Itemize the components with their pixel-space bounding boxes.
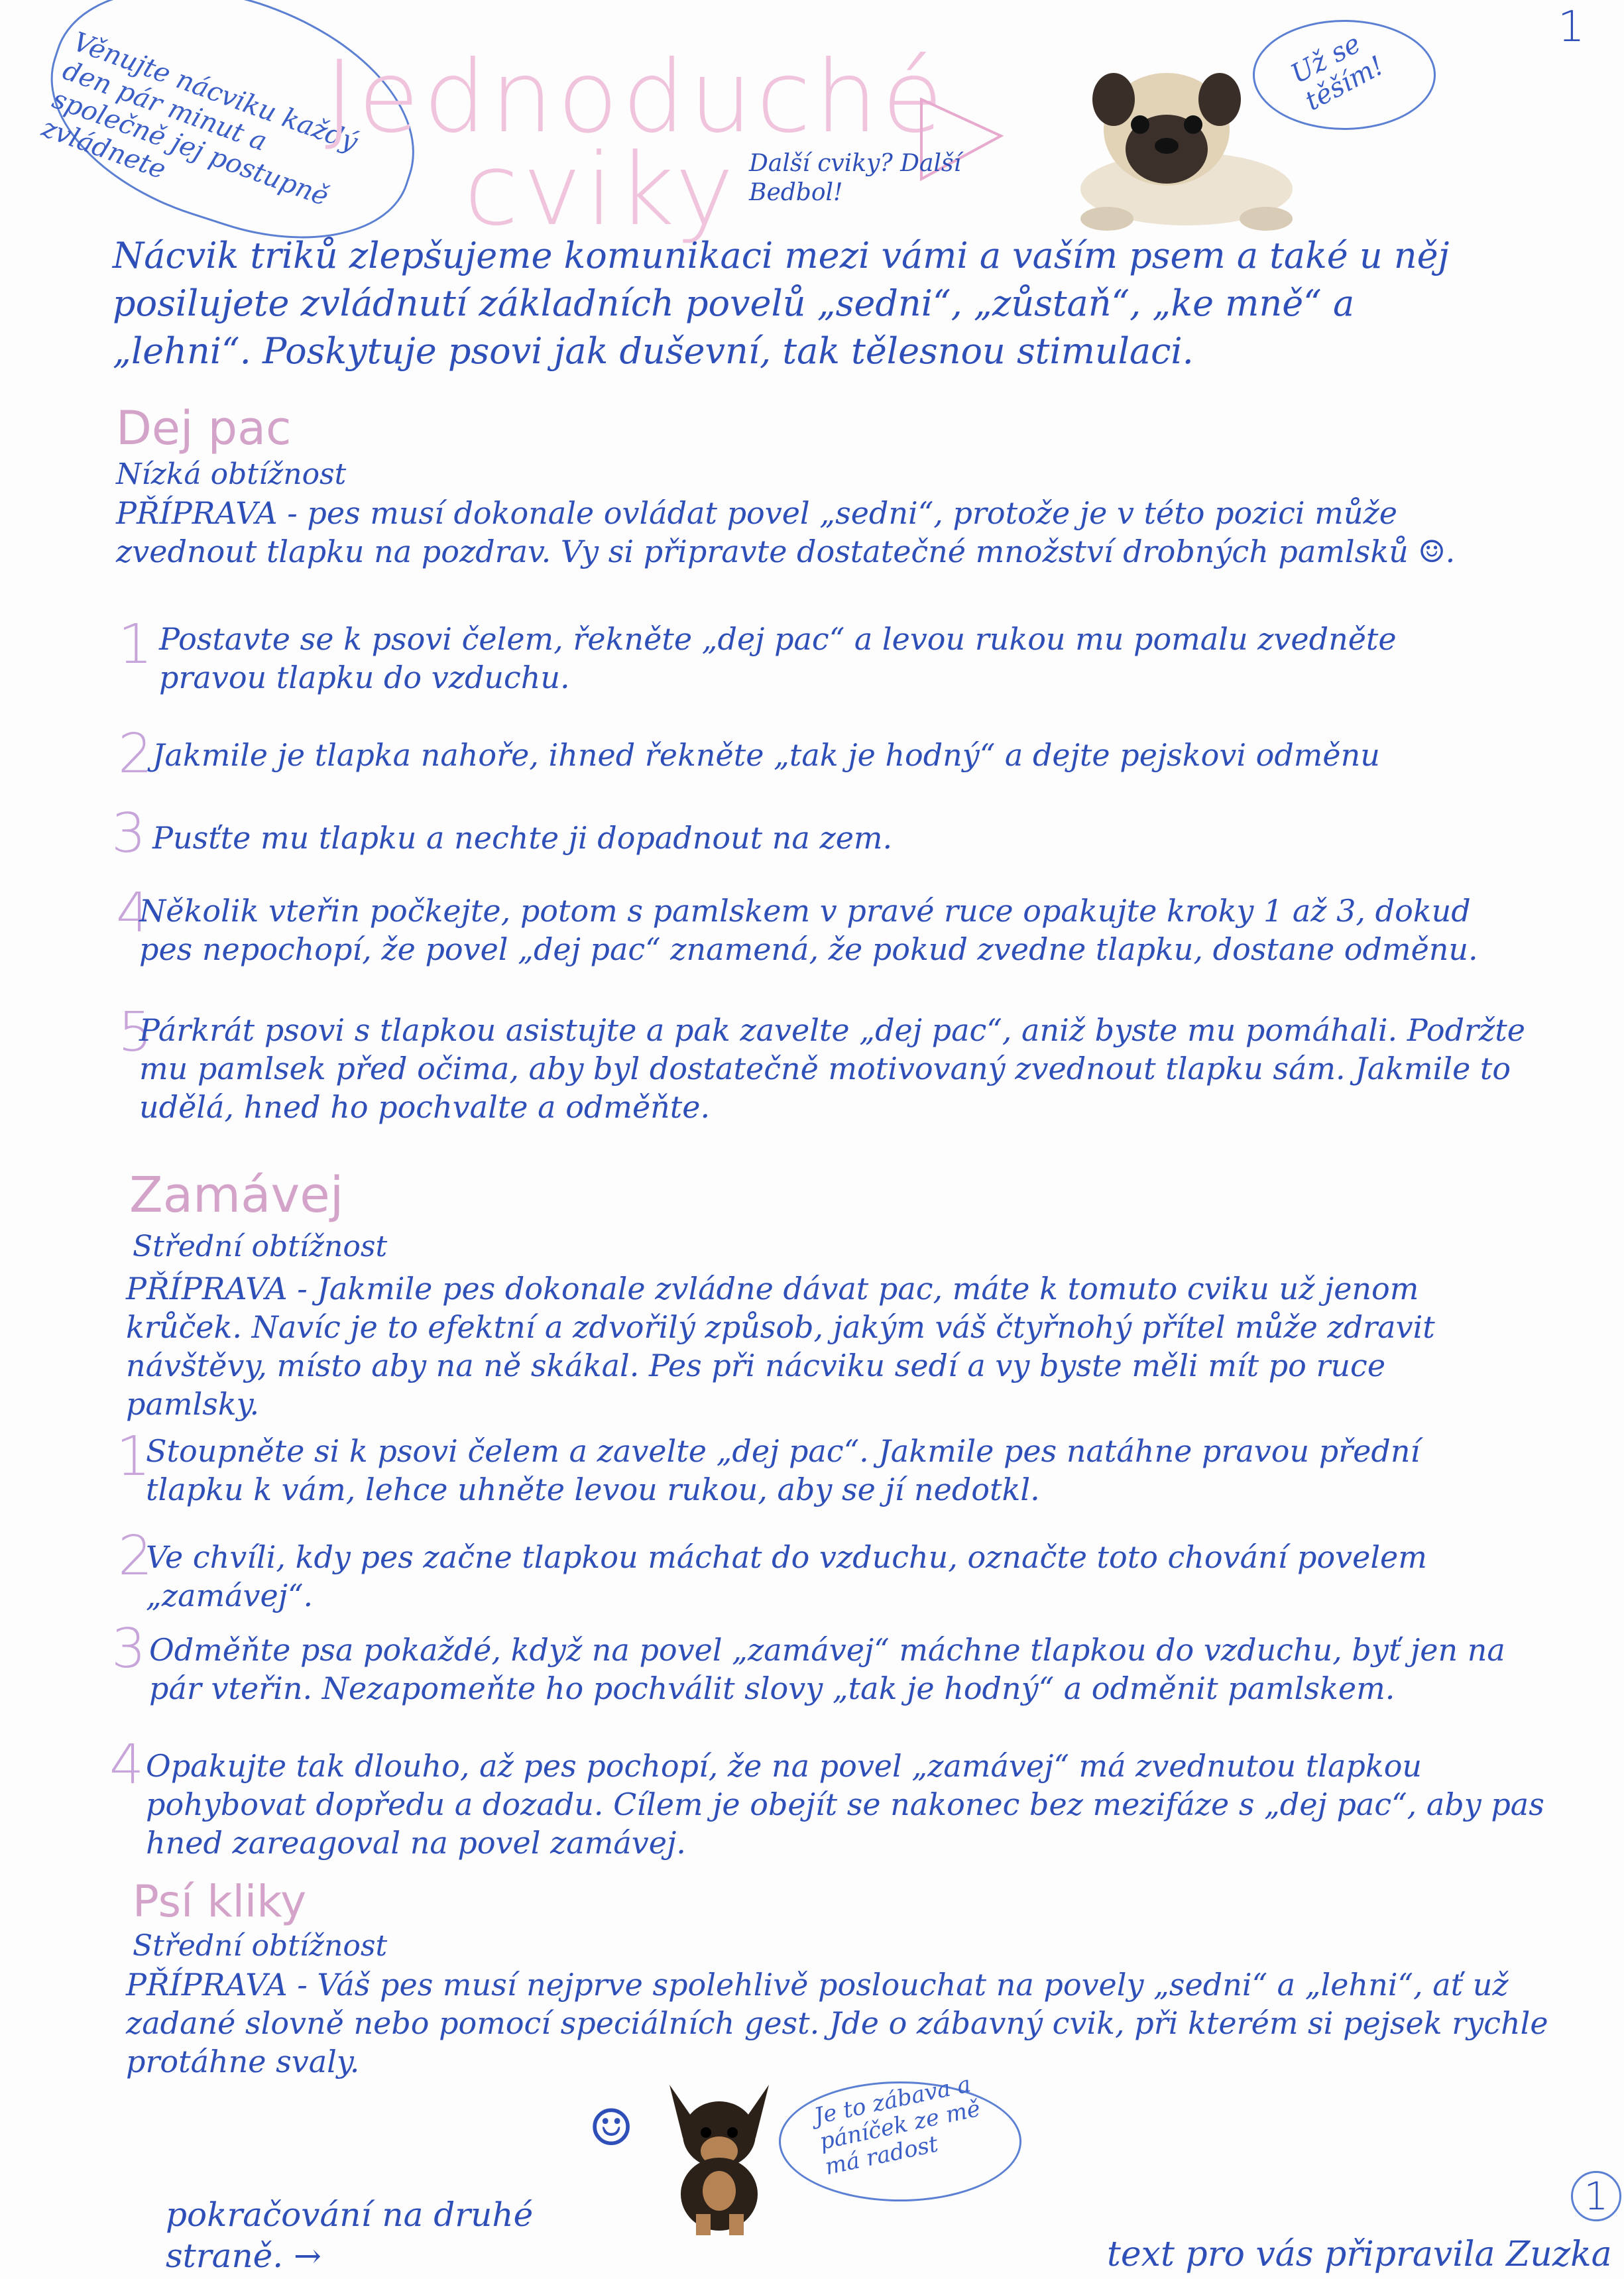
smiley-icon: ☺ (589, 2098, 634, 2157)
step-number: 1 (116, 1425, 151, 1488)
chihuahua-photo-icon (656, 2072, 782, 2237)
step-number: 3 (111, 802, 146, 865)
bubble-right-text: Už se těším! (1286, 28, 1389, 117)
section-difficulty-zamavej: Střední obtížnost (133, 1230, 388, 1263)
next-tricks-note: Další cviky? Další Bedbol! (749, 150, 962, 206)
step-text: Několik vteřin počkejte, potom s pamlskem v pravé ruce opakujte kroky 1 až 3, dokud pes nepochopí, že povel „dej pac“ znamená, že pokud zvedne tlapku, dostane odměnu. (139, 893, 1478, 967)
step-text: Párkrát psovi s tlapkou asistujte a pak zavelte „dej pac“, aniž byste mu pomáhali. Podržte mu pamlsek před očima, aby byl dostatečně motivovaný zvednout tlapku sám. Jakmile to udělá, hned ho pochvalte a odměňte. (139, 1012, 1525, 1125)
step-number: 4 (109, 1733, 145, 1796)
step-text: Ve chvíli, kdy pes začne tlapkou máchat do vzduchu, označte toto chování povelem „zamávej“. (146, 1539, 1427, 1613)
step-text: Stoupněte si k psovi čelem a zavelte „dej pac“. Jakmile pes natáhne pravou přední tlapku k vám, lehce uhněte levou rukou, aby se jí nedotkl. (146, 1433, 1421, 1507)
section-prep-zamavej: PŘÍPRAVA - Jakmile pes dokonale zvládne dávat pac, máte k tomuto cviku už jenom krůček. Navíc je to efektní a zdvořilý způsob, jakým váš čtyřnohý přítel může zdravit návštěvy, místo aby na ně skákal. Pes při nácviku sedí a vy byste měli mít po ruce pamlsky. (126, 1271, 1435, 1422)
author-credit: text pro vás připravila Zuzka (1107, 2235, 1612, 2274)
step-number: 3 (111, 1617, 146, 1680)
step-number: 4 (116, 882, 151, 945)
page-title-line1: Jednoduché (325, 40, 947, 155)
page-number-bottom: 1 (1571, 2171, 1621, 2221)
page-title-line2: cviky (464, 133, 738, 248)
step-text: Jakmile je tlapka nahoře, ihned řekněte „tak je hodný“ a dejte pejskovi odměnu (152, 737, 1380, 773)
section-prep-psi-kliky: PŘÍPRAVA - Váš pes musí nejprve spolehlivě poslouchat na povely „sedni“ a „lehni“, ať už zadané slovně nebo pomocí speciálních gest. Jde o zábavný cvik, při kterém si pejsek rychle protáhne svaly. (126, 1967, 1548, 2079)
step-number: 1 (118, 613, 153, 676)
bubble-left-text: Věnujte nácviku každý den pár minut a společně jej postupně zvládnete (38, 27, 362, 213)
continue-note: pokračování na druhé straně. → (166, 2195, 534, 2275)
section-difficulty-dej-pac: Nízká obtížnost (116, 457, 347, 491)
step-number: 2 (118, 723, 153, 786)
section-difficulty-psi-kliky: Střední obtížnost (133, 1929, 388, 1963)
step-text: Postavte se k psovi čelem, řekněte „dej pac“ a levou rukou mu pomalu zvedněte pravou tlapku do vzduchu. (159, 621, 1397, 695)
step-text: Opakujte tak dlouho, až pes pochopí, že na povel „zamávej“ má zvednutou tlapkou pohybovat dopředu a dozadu. Cílem je obejít se nakonec bez mezifáze s „dej pac“, aby pas hned zareagoval na povel zamávej. (146, 1748, 1544, 1861)
section-title-dej-pac: Dej pac (116, 401, 292, 455)
section-prep-dej-pac: PŘÍPRAVA - pes musí dokonale ovládat povel „sedni“, protože je v této pozici může zvednout tlapku na pozdrav. Vy si připravte dostatečné množství drobných pamlsků ☺. (116, 495, 1456, 569)
step-number: 5 (118, 1001, 153, 1064)
page-number-top: 1 (1558, 3, 1585, 52)
intro-paragraph: Nácvik triků zlepšujeme komunikaci mezi vámi a vaším psem a také u něj posilujete zvládnutí základních povelů „sedni“, „zůstaň“, „ke mně“ a „lehni“. Poskytuje psovi jak duševní, tak tělesnou stimulaci. (113, 235, 1450, 372)
section-title-psi-kliky: Psí kliky (133, 1876, 307, 1927)
bubble-dog-text: Je to zábava a páníček ze mě má radost (811, 2071, 983, 2181)
section-title-zamavej: Zamávej (129, 1167, 344, 1224)
step-number: 2 (118, 1525, 153, 1588)
step-text: Odměňte psa pokaždé, když na povel „zamávej“ máchne tlapkou do vzduchu, byť jen na pár vteřin. Nezapomeňte ho pochválit slovy „tak je hodný“ a odměnit pamlskem. (149, 1632, 1505, 1706)
step-text: Pusťte mu tlapku a nechte ji dopadnout na zem. (152, 820, 893, 856)
